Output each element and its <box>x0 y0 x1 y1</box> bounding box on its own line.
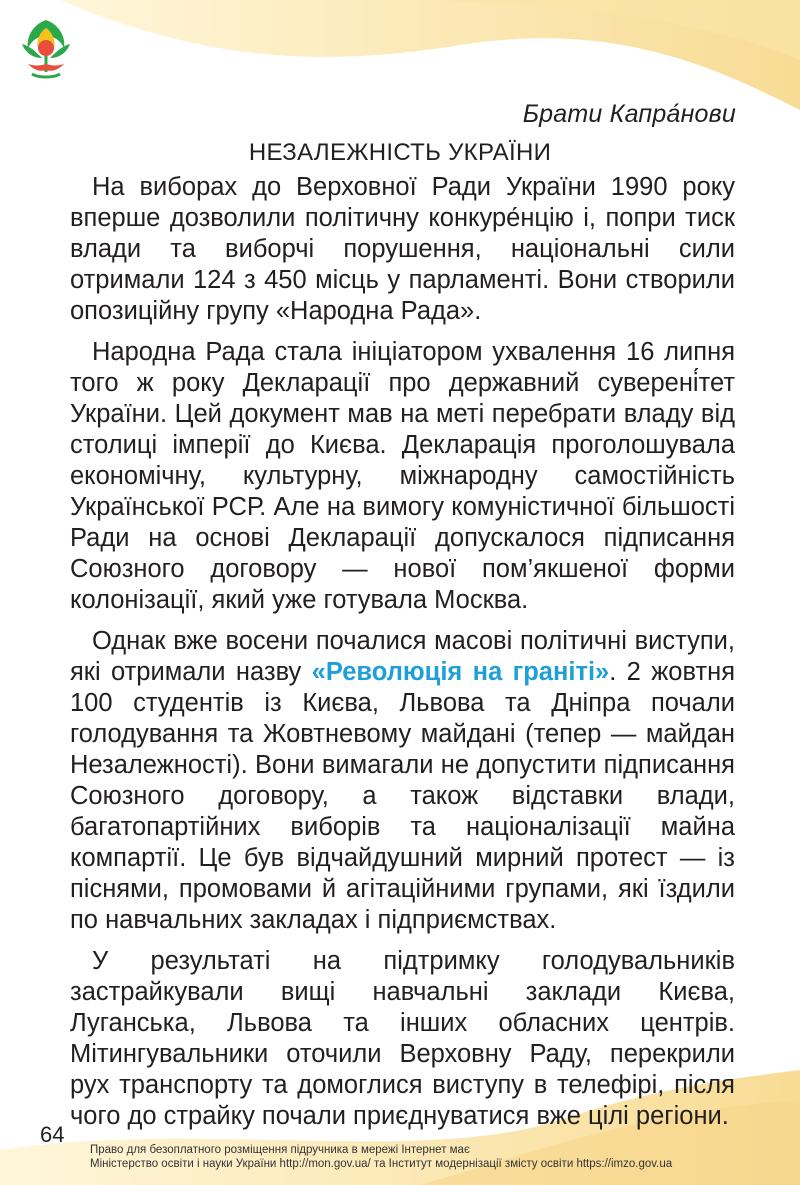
footer-line: Право для безоплатного розміщення підручника в мережі Інтернет має <box>90 1144 470 1156</box>
author-name: Брати Капра́нови <box>522 100 736 128</box>
paragraph: На виборах до Верховної Ради України 1990 року вперше дозволили політичну конкуре́нцію і, попри тиск влади та виборчі порушення, національні сили отримали 124 з 450 місць у парламенті. Вони створили опозиційну групу «Народна Рада». <box>70 173 735 325</box>
page-number: 64 <box>40 1122 65 1147</box>
highlighted-term: «Революція на граніті» <box>311 658 610 686</box>
copyright-footer <box>90 1143 672 1171</box>
paragraph <box>70 626 735 936</box>
paragraph-text: . 2 жовтня 100 студентів із Києва, Львова та Дніпра почали голодування та Жовтневому майдані (тепер — майдан Незалежності). Вони вимагали не допустити підписання Союзного договору, а також відставки влади, багатопартійних виборів та націоналізації майна компартії. Це був відчайдушний мирний протест — із піснями, промовами й агітаційними групами, які їздили по навчальних закладах і підприємствах. <box>70 658 736 934</box>
footer-line: Міністерство освіти і науки України http://mon.gov.ua/ та Інститут модернізації змісту освіти https://imzo.gov.ua <box>90 1158 673 1170</box>
paragraph: Народна Рада стала ініціатором ухвалення 16 липня того ж року Декларації про державний суверені́тет України. Цей документ мав на меті перебрати владу від столиці імперії до Києва. Декларація проголошувала економічну, культурну, міжнародну самостійність Української РСР. Але на вимогу комуністичної більшості Ради на основі Декларації допускалося підписання Союзного договору — нової пом’якшеної форми колонізації, який уже готувала Москва. <box>70 338 735 614</box>
paragraph: У результаті на підтримку голодувальників застрайкували вищі навчальні заклади Києва, Луганська, Львова та інших обласних центрів. Мітингувальники оточили Верховну Раду, перекрили рух транспорту та домоглися виступу в телефірі, після чого до страйку почали приєднуватися вже цілі регіони. <box>70 947 735 1130</box>
article-body <box>70 172 735 1142</box>
flower-ornament-icon <box>16 14 76 82</box>
paragraph-text: Однак вже восени почалися масові політичні виступи, які отримали назву <box>70 627 735 686</box>
article-title: НЕЗАЛЕЖНІСТЬ УКРАЇНИ <box>248 139 552 166</box>
